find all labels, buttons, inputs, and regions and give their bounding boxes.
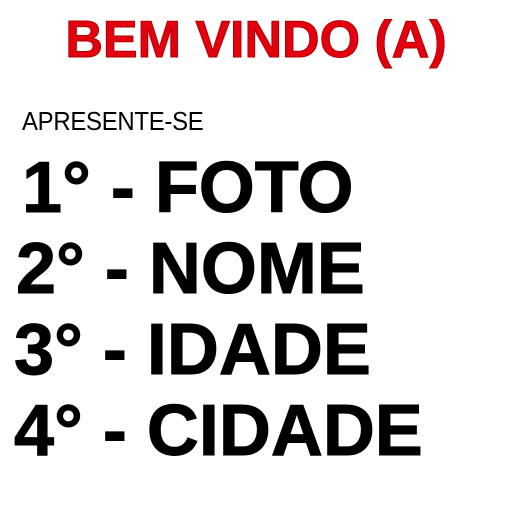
step-name: 2° - NOME [16,229,365,309]
welcome-title: BEM VINDO (A) [65,11,447,69]
introduce-yourself-subtitle: APRESENTE-SE [22,106,204,136]
step-age: 3° - IDADE [14,310,371,390]
step-city: 4° - CIDADE [14,391,423,471]
step-photo: 1° - FOTO [22,148,354,228]
